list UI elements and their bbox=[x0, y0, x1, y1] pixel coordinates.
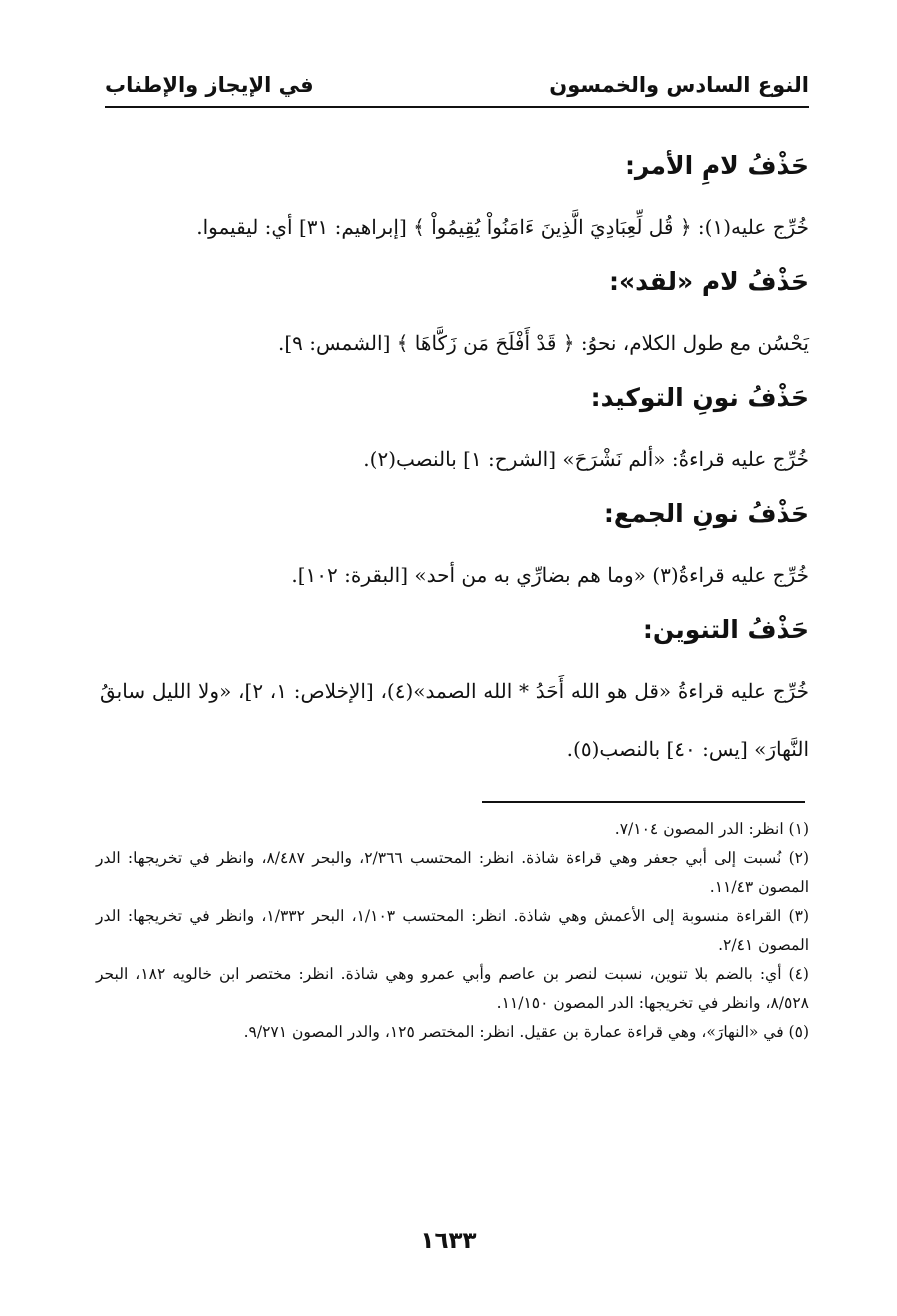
footnote: (١) انظر: الدر المصون ٧/١٠٤. bbox=[614, 820, 809, 838]
section-heading: حَذْفُ لامِ الأمر: bbox=[624, 151, 809, 180]
section-heading: حَذْفُ التنوين: bbox=[642, 615, 809, 644]
header-topic: في الإيجاز والإطناب bbox=[105, 73, 314, 97]
running-header bbox=[105, 66, 809, 108]
header-chapter: النوع السادس والخمسون bbox=[549, 73, 809, 97]
footnotes bbox=[96, 815, 809, 1047]
main-text bbox=[100, 140, 809, 778]
section-heading: حَذْفُ لام «لقد»: bbox=[609, 267, 809, 296]
section-paragraph: خُرِّج عليه(١): ﴿ قُل لِّعِبَادِيَ الَّذِينَ ءَامَنُواْ يُقِيمُواْ ﴾ [إبراهيم: ٣١] أي: ليقيموا. bbox=[196, 215, 809, 239]
footnote: (٢) نُسبت إلى أبي جعفر وهي قراءة شاذة. انظر: المحتسب ٢/٣٦٦، والبحر ٨/٤٨٧، وانظر في تخريجها: الدر المصون ١١/٤٣. bbox=[96, 849, 810, 896]
section-heading: حَذْفُ نونِ الجمع: bbox=[603, 499, 809, 528]
section-heading: حَذْفُ نونِ التوكيد: bbox=[590, 383, 809, 412]
footnote-divider bbox=[482, 801, 805, 803]
footnote: (٤) أي: بالضم بلا تنوين، نسبت لنصر بن عاصم وأبي عمرو وهي شاذة. انظر: مختصر ابن خالويه ١٨٢، البحر ٨/٥٢٨، وانظر في تخريجها: الدر المصون ١١/١٥٠. bbox=[96, 965, 809, 1012]
section-paragraph: خُرِّج عليه قراءةُ «قل هو الله أَحَدُ * الله الصمد»(٤)، [الإخلاص: ١، ٢]، «ولا الليل سابقُ النَّهارَ» [يس: ٤٠] بالنصب(٥). bbox=[100, 679, 810, 761]
footnote: (٥) في «النهارَ»، وهي قراءة عمارة بن عقيل. انظر: المختصر ١٢٥، والدر المصون ٩/٢٧١. bbox=[243, 1023, 809, 1041]
section-paragraph: خُرِّج عليه قراءةُ(٣) «وما هم بضارِّي به من أحد» [البقرة: ١٠٢]. bbox=[291, 563, 809, 587]
section-paragraph: خُرِّج عليه قراءةُ: «ألم نَشْرَحَ» [الشرح: ١] بالنصب(٢). bbox=[363, 447, 809, 471]
footnote: (٣) القراءة منسوبة إلى الأعمش وهي شاذة. انظر: المحتسب ١/١٠٣، البحر ١/٣٣٢، وانظر في تخريجها: الدر المصون ٢/٤١. bbox=[96, 907, 809, 954]
section-paragraph: يَحْسُن مع طول الكلام، نحوُ: ﴿ قَدْ أَفْلَحَ مَن زَكَّاهَا ﴾ [الشمس: ٩]. bbox=[278, 331, 809, 355]
page-number: ١٦٣٣ bbox=[420, 1228, 477, 1254]
